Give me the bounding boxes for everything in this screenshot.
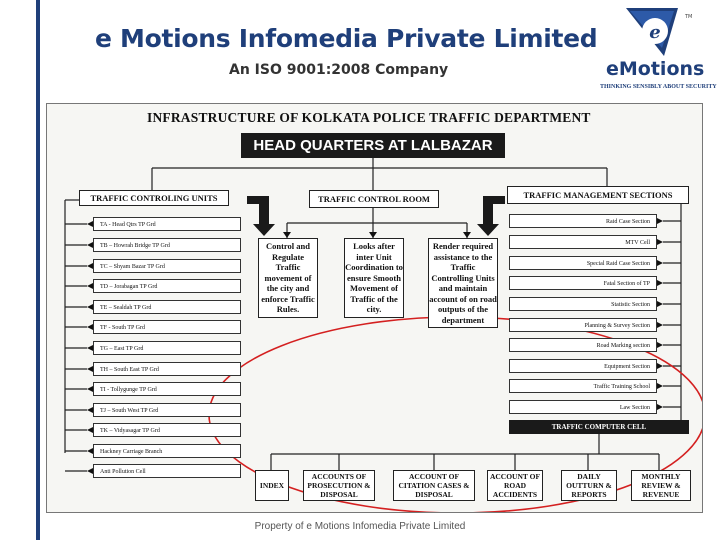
emotions-logo-icon [600,6,718,96]
section-box: Fatal Section of TP [509,276,657,290]
unit-box: TA - Head Qtrs TP Grd [93,217,241,231]
company-tagline: An ISO 9001:2008 Company [229,62,449,78]
unit-box: TC – Shyam Bazar TP Grd [93,259,241,273]
unit-box: TD – Jorabagan TP Grd [93,279,241,293]
unit-box: TB – Howrah Bridge TP Grd [93,238,241,252]
org-chart-document [46,103,703,513]
footer-copyright: Property of e Motions Infomedia Private Limited [254,521,466,532]
unit-box: TE – Sealdah TP Grd [93,300,241,314]
management-sections-header: TRAFFIC MANAGEMENT SECTIONS [507,186,689,204]
computer-cell-box: TRAFFIC COMPUTER CELL [509,420,689,434]
unit-box: TG – East TP Grd [93,341,241,355]
chart-title: INFRASTRUCTURE OF KOLKATA POLICE TRAFFIC DEPARTMENT [147,110,591,125]
section-box: Planning & Survey Section [509,318,657,332]
section-box: Road Marking section [509,338,657,352]
controlling-units-header: TRAFFIC CONTROLING UNITS [79,190,229,206]
unit-box: TI - Tollygunge TP Grd [93,382,241,396]
section-box: Raid Case Section [509,214,657,228]
logo-mark-text: e [649,22,661,43]
section-box: MTV Cell [509,235,657,249]
company-name: e Motions Infomedia Private Limited [95,24,598,53]
output-box: ACCOUNTS OF PROSECUTION & DISPOSAL [303,470,375,501]
output-box: ACCOUNT OF ROAD ACCIDENTS [487,470,543,501]
section-box: Traffic Training School [509,379,657,393]
assistance-function-box: Render required assistance to the Traffic Controlling Units and maintain account of on road outputs of the department [428,238,498,328]
output-box: INDEX [255,470,289,501]
hq-box: HEAD QUARTERS AT LALBAZAR [241,133,505,158]
section-box: Equipment Section [509,359,657,373]
control-function-box: Control and Regulate Traffic movement of the city and enforce Traffic Rules. [258,238,318,318]
unit-box: TF - South TP Grd [93,320,241,334]
unit-box: Anti Pollution Cell [93,464,241,478]
output-box: ACCOUNT OF CITATION CASES & DISPOSAL [393,470,475,501]
section-box: Law Section [509,400,657,414]
logo-slogan: THINKING SENSIBLY ABOUT SECURITY [600,84,717,90]
slide-left-border [36,0,40,540]
logo-wordmark: eMotions [606,58,705,80]
output-box: DAILY OUTTURN & REPORTS [561,470,617,501]
unit-box: TH – South East TP Grd [93,362,241,376]
unit-box: TJ – South West TP Grd [93,403,241,417]
control-room-header: TRAFFIC CONTROL ROOM [309,190,439,208]
logo-tm-text: TM [685,14,693,20]
output-box: MONTHLY REVIEW & REVENUE [631,470,691,501]
unit-box: Hackney Carriage Branch [93,444,241,458]
section-box: Special Raid Case Section [509,256,657,270]
unit-box: TK – Vidyasagar TP Grd [93,423,241,437]
coordination-function-box: Looks after inter Unit Coordination to ensure Smooth Movement of Traffic of the city. [344,238,404,318]
section-box: Statistic Section [509,297,657,311]
